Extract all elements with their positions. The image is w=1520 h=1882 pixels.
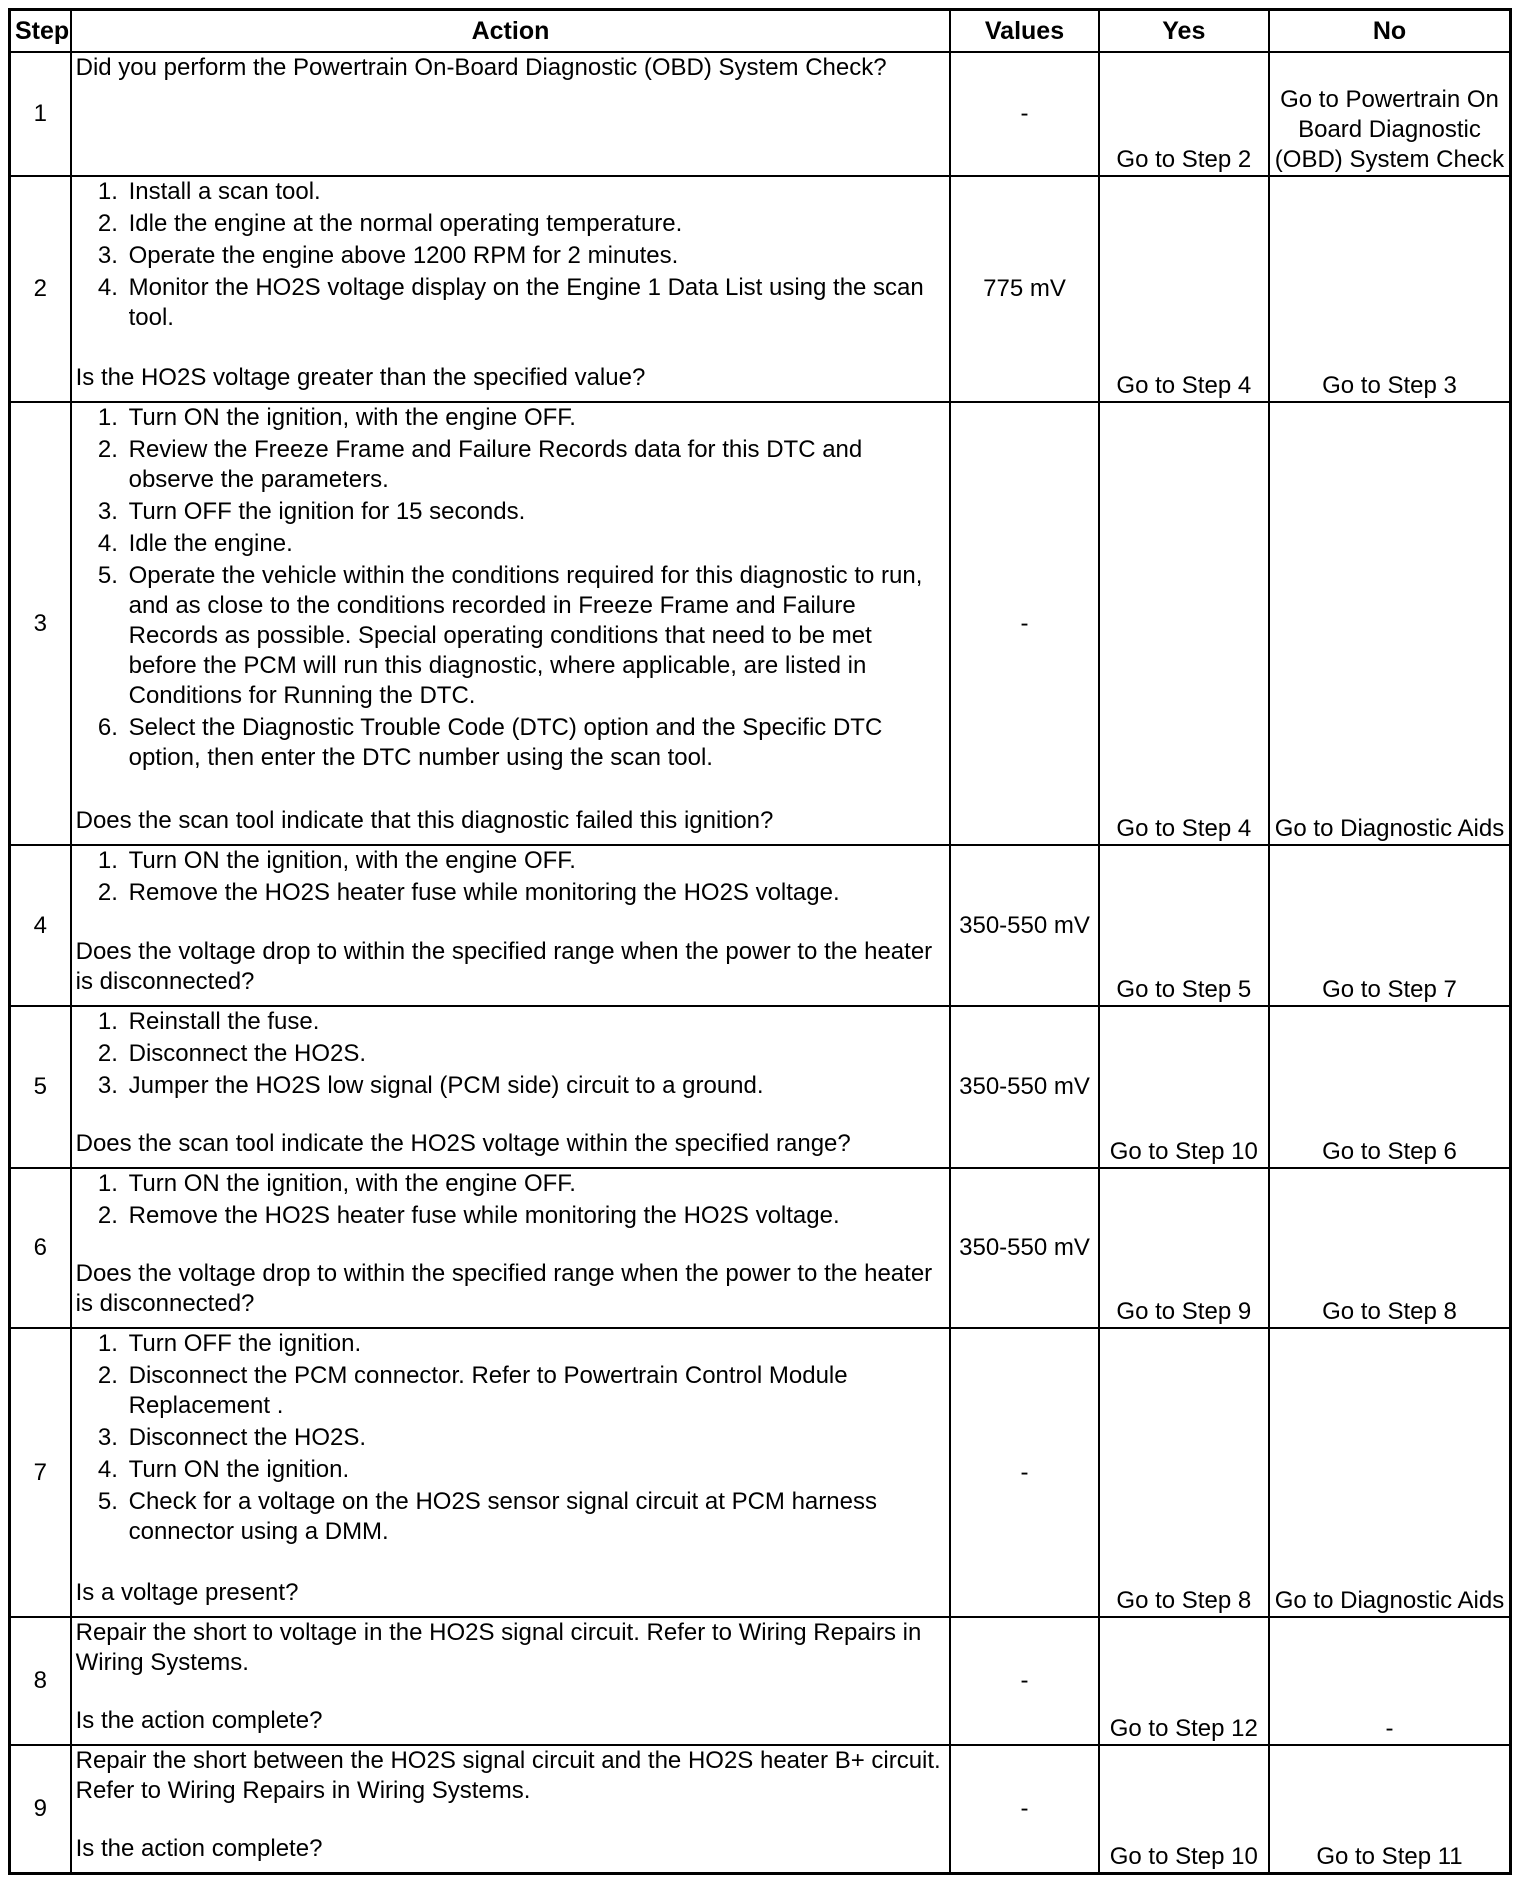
action-cell: [71, 1328, 951, 1617]
action-step-item: 4. Monitor the HO2S voltage display on the Engine 1 Data List using the scan tool.: [125, 273, 946, 333]
action-cell: [71, 402, 951, 845]
action-intro: Repair the short to voltage in the HO2S signal circuit. Refer to Wiring Repairs in Wiring Systems.: [75, 1619, 922, 1676]
action-cell: [71, 176, 951, 402]
action-step-item: 6. Select the Diagnostic Trouble Code (DTC) option and the Specific DTC option, then enter the DTC number using the scan tool.: [125, 713, 946, 773]
action-step-item: 3. Turn OFF the ignition for 15 seconds.: [125, 497, 946, 527]
action-step-item: 3. Disconnect the HO2S.: [125, 1423, 946, 1453]
step-number: 1: [10, 52, 71, 176]
yes-outcome: Go to Step 4: [1099, 176, 1269, 402]
yes-outcome: Go to Step 9: [1099, 1168, 1269, 1328]
specified-value: -: [950, 402, 1098, 845]
yes-outcome: Go to Step 12: [1099, 1617, 1269, 1745]
yes-outcome: Go to Step 10: [1099, 1006, 1269, 1168]
action-step-item: 2. Remove the HO2S heater fuse while monitoring the HO2S voltage.: [125, 1201, 946, 1231]
action-step-item: 4. Turn ON the ignition.: [125, 1455, 946, 1485]
action-question: Is a voltage present?: [75, 1579, 299, 1606]
table-row: [10, 845, 1511, 1006]
action-step-item: 2. Disconnect the HO2S.: [125, 1039, 946, 1069]
action-steps-list: [76, 1329, 946, 1547]
step-number: 6: [10, 1168, 71, 1328]
table-row: [10, 176, 1511, 402]
step-number: 8: [10, 1617, 71, 1745]
action-steps-list: [76, 1169, 946, 1231]
table-row: [10, 1328, 1511, 1617]
header-yes: Yes: [1099, 10, 1269, 53]
step-number: 4: [10, 845, 71, 1006]
specified-value: -: [950, 1617, 1098, 1745]
step-number: 5: [10, 1006, 71, 1168]
action-step-item: 3. Operate the engine above 1200 RPM for 2 minutes.: [125, 241, 946, 271]
action-step-item: 3. Jumper the HO2S low signal (PCM side) circuit to a ground.: [125, 1071, 946, 1101]
step-number: 2: [10, 176, 71, 402]
yes-outcome: Go to Step 8: [1099, 1328, 1269, 1617]
yes-outcome: Go to Step 10: [1099, 1745, 1269, 1873]
action-cell: [71, 1006, 951, 1168]
no-outcome: Go to Step 11: [1269, 1745, 1511, 1873]
action-cell: [71, 845, 951, 1006]
table-row: [10, 1617, 1511, 1745]
no-outcome: Go to Step 7: [1269, 845, 1511, 1006]
action-steps-list: [76, 1007, 946, 1101]
action-step-item: 4. Idle the engine.: [125, 529, 946, 559]
yes-outcome: Go to Step 4: [1099, 402, 1269, 845]
specified-value: 350-550 mV: [950, 1006, 1098, 1168]
specified-value: -: [950, 1328, 1098, 1617]
specified-value: -: [950, 52, 1098, 176]
yes-outcome: Go to Step 5: [1099, 845, 1269, 1006]
table-row: [10, 1168, 1511, 1328]
step-number: 3: [10, 402, 71, 845]
action-question: Is the action complete?: [75, 1835, 323, 1862]
action-question: Does the voltage drop to within the specified range when the power to the heater is disconnected?: [75, 1260, 933, 1317]
no-outcome: Go to Step 8: [1269, 1168, 1511, 1328]
header-values: Values: [950, 10, 1098, 53]
no-outcome: -: [1269, 1617, 1511, 1745]
header-row: [10, 10, 1511, 53]
header-action: Action: [71, 10, 951, 53]
action-steps-list: [76, 177, 946, 333]
action-step-item: 1. Install a scan tool.: [125, 177, 946, 207]
action-steps-list: [76, 403, 946, 773]
no-outcome: Go to Step 3: [1269, 176, 1511, 402]
action-step-item: 2. Idle the engine at the normal operating temperature.: [125, 209, 946, 239]
action-step-item: 1. Turn OFF the ignition.: [125, 1329, 946, 1359]
specified-value: 775 mV: [950, 176, 1098, 402]
action-question: Is the action complete?: [75, 1707, 323, 1734]
action-step-item: 1. Turn ON the ignition, with the engine OFF.: [125, 846, 946, 876]
step-number: 7: [10, 1328, 71, 1617]
no-outcome: Go to Step 6: [1269, 1006, 1511, 1168]
action-step-item: 1. Reinstall the fuse.: [125, 1007, 946, 1037]
action-step-item: 5. Check for a voltage on the HO2S sensor signal circuit at PCM harness connector using a DMM.: [125, 1487, 946, 1547]
action-question: Does the scan tool indicate that this diagnostic failed this ignition?: [75, 807, 774, 834]
action-intro: Did you perform the Powertrain On-Board Diagnostic (OBD) System Check?: [75, 54, 887, 81]
table-row: [10, 1745, 1511, 1873]
header-no: No: [1269, 10, 1511, 53]
table-row: [10, 402, 1511, 845]
diagnostic-table: [8, 8, 1512, 1875]
action-step-item: 2. Disconnect the PCM connector. Refer to Powertrain Control Module Replacement .: [125, 1361, 946, 1421]
action-step-item: 1. Turn ON the ignition, with the engine OFF.: [125, 403, 946, 433]
step-number: 9: [10, 1745, 71, 1873]
header-step: Step: [10, 10, 71, 53]
action-intro: Repair the short between the HO2S signal circuit and the HO2S heater B+ circuit. Refer to Wiring Repairs in Wiring Systems.: [75, 1747, 941, 1804]
specified-value: 350-550 mV: [950, 1168, 1098, 1328]
table-row: [10, 52, 1511, 176]
action-question: Is the HO2S voltage greater than the specified value?: [75, 364, 646, 391]
action-steps-list: [76, 846, 946, 908]
action-step-item: 2. Remove the HO2S heater fuse while monitoring the HO2S voltage.: [125, 878, 946, 908]
no-outcome: Go to Powertrain On Board Diagnostic (OBD) System Check: [1269, 52, 1511, 176]
yes-outcome: Go to Step 2: [1099, 52, 1269, 176]
specified-value: 350-550 mV: [950, 845, 1098, 1006]
no-outcome: Go to Diagnostic Aids: [1269, 402, 1511, 845]
action-step-item: 5. Operate the vehicle within the conditions required for this diagnostic to run, and as close to the conditions recorded in Freeze Frame and Failure Records as possible. Special operating conditions that need to be met before the PCM will run this diagnostic, where applicable, are listed in Conditions for Running the DTC.: [125, 561, 946, 711]
action-cell: [71, 1617, 951, 1745]
action-question: Does the voltage drop to within the specified range when the power to the heater is disconnected?: [75, 938, 933, 995]
no-outcome: Go to Diagnostic Aids: [1269, 1328, 1511, 1617]
specified-value: -: [950, 1745, 1098, 1873]
action-cell: [71, 1168, 951, 1328]
action-step-item: 2. Review the Freeze Frame and Failure Records data for this DTC and observe the parameters.: [125, 435, 946, 495]
table-row: [10, 1006, 1511, 1168]
action-cell: [71, 52, 951, 176]
action-cell: [71, 1745, 951, 1873]
action-question: Does the scan tool indicate the HO2S voltage within the specified range?: [75, 1130, 851, 1157]
action-step-item: 1. Turn ON the ignition, with the engine OFF.: [125, 1169, 946, 1199]
